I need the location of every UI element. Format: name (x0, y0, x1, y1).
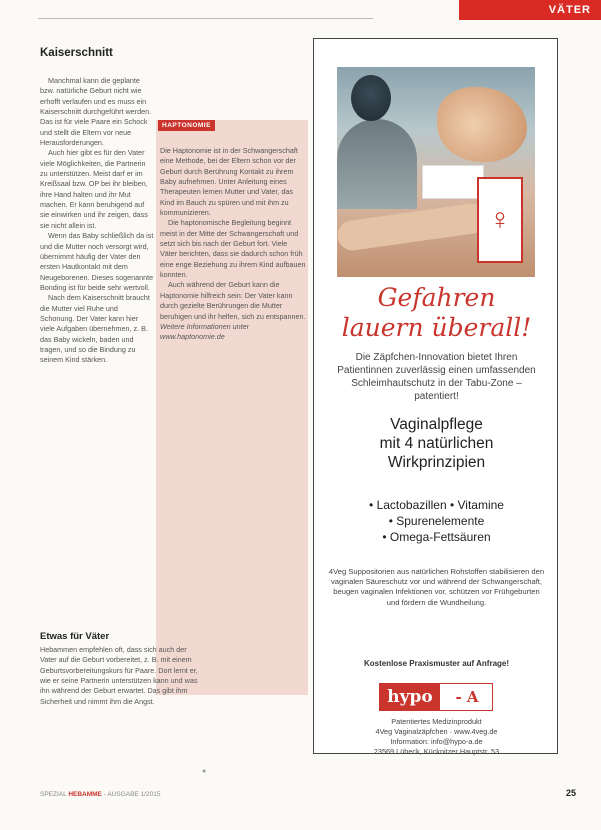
contact-line: Patentiertes Medizinprodukt (391, 717, 482, 726)
top-rule (38, 18, 373, 19)
hypo-a-logo (379, 683, 493, 711)
ad-intro: Die Zäpfchen-Innovation bietet Ihren Patientinnen zuverlässig einen umfassenden Schleimhautschutz in der Tabu-Zone – patentiert! (337, 352, 536, 402)
logo-right: - A (455, 688, 479, 706)
ad-headline-line1: Gefahren (377, 283, 496, 312)
box-paragraph: Die haptonomische Begleitung beginnt meist in der Mitte der Schwangerschaft und setzt sich bis nach der Geburt fort. Viele Väter berichten, dass sie dadurch schon früh eine enge Beziehung zu ihrem Kind aufbauen konnten. (160, 218, 306, 280)
page-number: 25 (566, 788, 577, 798)
photo-head (351, 75, 391, 121)
box-text (160, 146, 306, 343)
footer (40, 791, 160, 798)
ad-subhead-line1: Vaginalpflege (390, 416, 483, 433)
box-paragraph: Die Haptonomie ist in der Schwangerschaft eine Methode, bei der Eltern schon vor der Geburt durch Berührung Kontakt zu ihrem Baby aufnehmen. Unter Anleitung eines Therapeuten lernen Mutter und Vater, das Kind im Bauch zu spüren und mit ihm zu kommunizieren. (160, 146, 298, 218)
article-paragraph: Manchmal kann die geplante bzw. natürliche Geburt nicht wie erhofft verlaufen und es muss ein Kaiserschnitt durchgeführt werden. Das ist für viele Paare ein Schock und stellt die Eltern vor neue Herausforderungen. (40, 76, 152, 148)
article-paragraph: Nach dem Kaiserschnitt braucht die Mutter viel Ruhe und Schonung. Der Vater kann hier viele Aufgaben übernehmen, z. B. das Baby wickeln, baden und tragen, und so die Bindung zu seinem Kind stärken. (40, 293, 150, 365)
photo-hand (437, 87, 527, 162)
ad-ingredients (324, 497, 549, 545)
footer-prefix: SPEZIAL (40, 791, 67, 798)
photo-card (422, 165, 484, 199)
article-column-bottom (40, 645, 205, 707)
ad-ingredient: • Lactobazillen • Vitamine (369, 498, 504, 512)
article-subheading: Etwas für Väter (40, 631, 110, 642)
ad-photo (337, 67, 535, 277)
ad-contact (326, 717, 547, 757)
logo-left: hypo (380, 684, 440, 710)
ad-sample-offer: Kostenlose Praxismuster auf Anfrage! (363, 659, 510, 668)
box-paragraph: Auch während der Geburt kann die Haptonomie hilfreich sein: Der Vater kann durch gezielte Berührungen die Mutter beruhigen und ihr helfen, sich zu entspannen. (160, 280, 306, 321)
box-link-paragraph: Weitere Informationen unter www.haptonomie.de (160, 321, 249, 342)
advertisement[interactable] (313, 38, 558, 754)
box-label: HAPTONOMIE (158, 120, 215, 131)
ad-body: 4Veg Suppositorien aus natürlichen Rohstoffen stabilisieren den vaginalen Säureschutz vor und während der Schwangerschaft, beugen vaginalen Infektionen vor, schützen vor Frühgeburten und fördern die Wundheilung. (328, 567, 545, 607)
haptonomie-box (156, 120, 308, 695)
photo-legs (337, 202, 488, 253)
restroom-sign-icon: ♀ (477, 177, 523, 263)
article-paragraph: Hebammen empfehlen oft, dass sich auch der Vater auf die Geburt vorbereitet, z. B. mit einem Geburtsvorbereitungskurs für Paare. Dort lernt er, wie er seine Partnerin unterstützen kann und was ihn während der Geburt erwartet. Das gibt ihm Sicherheit und nimmt ihm die Angst. (40, 645, 198, 706)
ad-subhead-line2: mit 4 natürlichen (379, 435, 494, 452)
footer-suffix: - AUSGABE 1/2015 (103, 791, 161, 798)
article-heading: Kaiserschnitt (40, 47, 113, 59)
contact-line: 23569 Lübeck, Kücknitzer Hauptstr. 53 (373, 747, 500, 756)
article-column (40, 76, 154, 366)
ad-subhead-line3: Wirkprinzipien (387, 454, 486, 471)
end-mark-icon: ● (202, 768, 207, 775)
ad-ingredient: • Spurenelemente (388, 514, 485, 528)
section-tab: VÄTER (459, 0, 601, 20)
article-paragraph: Wenn das Baby schließlich da ist und die Mutter noch versorgt wird, übernimmt häufig der Vater den ersten Hautkontakt mit dem Neugeborenen. Dieses sogenannte Bonding ist für beide sehr wertvoll. (40, 231, 154, 292)
ad-ingredient: • Omega-Fettsäuren (382, 530, 491, 544)
photo-figure (337, 119, 417, 209)
footer-brand: HEBAMME (68, 791, 102, 798)
contact-line[interactable]: Information: info@hypo-a.de (390, 737, 483, 746)
contact-line[interactable]: 4Veg Vaginalzäpfchen · www.4veg.de (375, 727, 498, 736)
ad-headline-line2: lauern überall! (341, 313, 532, 342)
ad-subhead (324, 415, 549, 472)
ad-headline (319, 283, 554, 343)
article-paragraph: Auch hier gibt es für den Vater viele Möglichkeiten, die Partnerin zu unterstützen. Meist darf er im Kreißsaal bzw. OP bei ihr bleiben, ihre Hand halten und ihr Mut machen. Er kann beruhigend auf sie einwirken und ihr zeigen, dass sie nicht allein ist. (40, 148, 148, 230)
